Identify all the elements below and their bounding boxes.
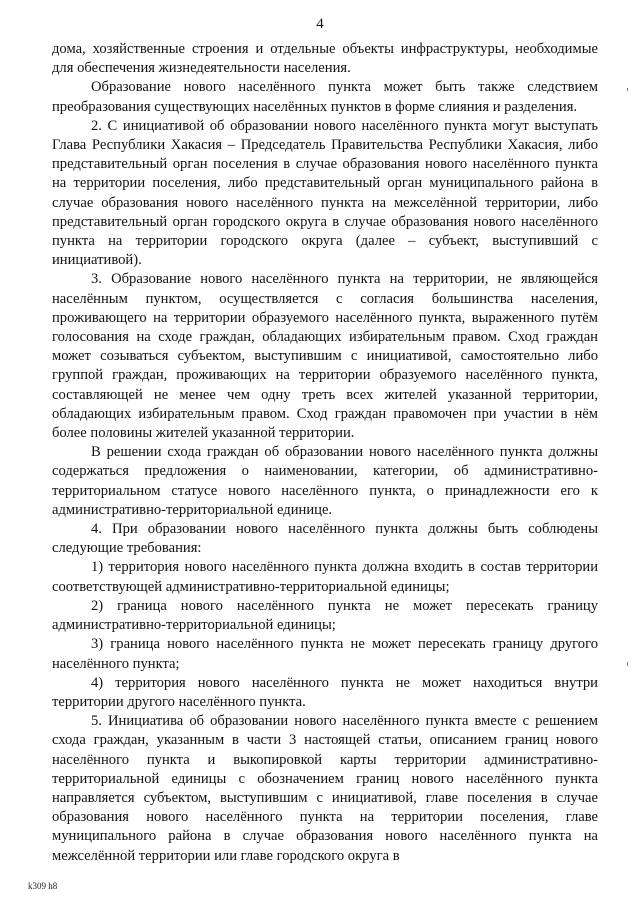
paragraph-section-5: 5. Инициатива об образовании нового населённого пункта вместе с решением схода граждан, указанным в части 3 настоящей статьи, описанием границ нового населённого пункта и выкопировкой карты территории административно-территориальной единицы с обозначением границ нового населённого пункта направляется субъектом, выступившим с инициативой, главе поселения в случае образования нового населённого пункта на территории поселения, главе муниципального района в случае образования нового населённого пункта на межселённой территории или главе городского округа в xyxy=(52,713,598,864)
paragraph-continuation: дома, хозяйственные строения и отдельные объекты инфраструктуры, необходимые для обеспечения жизнедеятельности населения. xyxy=(52,41,598,77)
requirement-item-2: 2) граница нового населённого пункта не может пересекать границу административно-территориальной единицы; xyxy=(52,597,598,634)
paragraph-decision-contents: В решении схода граждан об образовании нового населённого пункта должны содержаться предложения о наименовании, категории, об административно-территориальном статусе нового населённого пункта, о принадлежности его к административно-территориальной единице. xyxy=(52,444,598,518)
footer-document-code: k309 h8 xyxy=(28,881,58,891)
paragraph-section-3: 3. Образование нового населённого пункта на территории, не являющейся населённым пунктом, осуществляется с согласия большинства населения, проживающего на территории образуемого населённого пункта, выраженного путём голосования на сходе граждан, обладающих избирательным правом. Сход граждан может созываться субъектом, выступившим с инициативой, самостоятельно либо группой граждан, проживающих на территории образуемого населённого пункта, составляющей не менее чем одну треть всех жителей указанной территории, обладающих избирательным правом. Сход граждан правомочен при участии в нём более половины жителей указанной территории. xyxy=(52,271,598,442)
requirement-item-3: 3) граница нового населённого пункта не может пересекать границу другого населённого пункта; xyxy=(52,636,598,672)
paragraph-transformation: Образование нового населённого пункта может быть также следствием преобразования существующих населённых пунктов в форме слияния и разделения. xyxy=(52,79,598,115)
page-number: 4 xyxy=(316,16,324,32)
requirement-item-1: 1) территория нового населённого пункта должна входить в состав территории соответствующей административно-территориальной единицы; xyxy=(52,559,598,595)
scan-artifact-mark xyxy=(627,662,628,666)
paragraph-section-2: 2. С инициативой об образовании нового населённого пункта могут выступать Глава Республики Хакасия – Председатель Правительства Республики Хакасия, либо представительный орган поселения в случае образования нового населённого пункта на территории поселения, либо представительный орган муниципального района в случае образования нового населённого пункта на межселённой территории, либо представительный орган городского округа в случае образования нового населённого пункта на территории городского округа (далее – субъект, выступивший с инициативой). xyxy=(52,117,598,269)
paragraph-section-4: 4. При образовании нового населённого пункта должны быть соблюдены следующие требования: xyxy=(52,521,598,557)
document-body xyxy=(52,40,598,866)
scan-artifact-mark xyxy=(627,88,628,91)
requirement-item-4: 4) территория нового населённого пункта не может находиться внутри территории другого населённого пункта. xyxy=(52,674,598,710)
